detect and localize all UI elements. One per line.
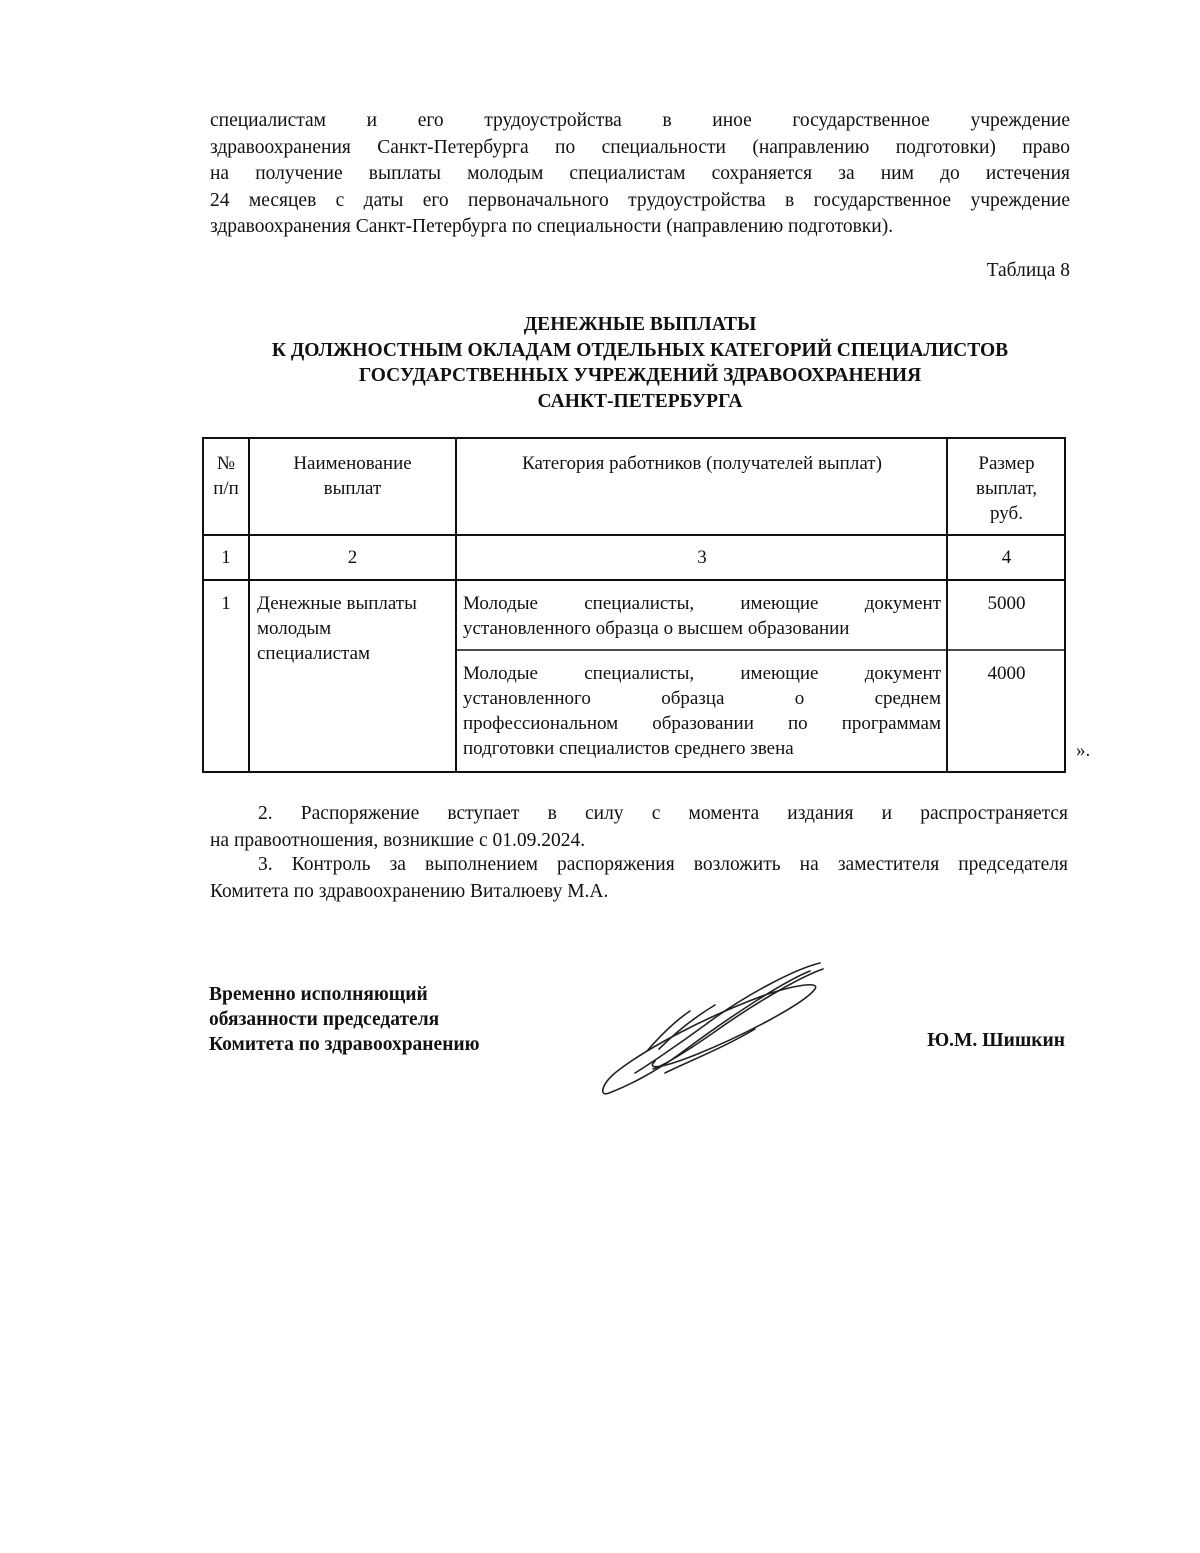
- table-number: Таблица 8: [986, 260, 1070, 281]
- col-number-1: 1: [221, 547, 231, 568]
- header-amount: [948, 451, 1065, 526]
- paragraph-line: на правоотношения, возникшие с 01.09.2024.: [210, 830, 586, 851]
- header-category: Категория работников (получателей выплат): [522, 453, 882, 474]
- row-payment-name-line: молодым: [257, 618, 332, 639]
- signatory-position-line: обязанности председателя: [209, 1009, 440, 1030]
- row-amount-higher: 5000: [987, 593, 1026, 614]
- category-line: Молодые специалисты, имеющие документ: [463, 593, 941, 614]
- row-payment-name-line: Денежные выплаты: [257, 593, 417, 614]
- row-amount-secondary: 4000: [987, 663, 1026, 684]
- category-line: подготовки специалистов среднего звена: [463, 738, 794, 759]
- intro-line: 24 месяцев с даты его первоначального трудоустройства в государственное учреждение: [210, 189, 1070, 211]
- intro-line: специалистам и его трудоустройства в иное государственное учреждение: [210, 110, 1070, 131]
- table-title: [140, 312, 1140, 414]
- table-title-line: К ДОЛЖНОСТНЫМ ОКЛАДАМ ОТДЕЛЬНЫХ КАТЕГОРИЙ СПЕЦИАЛИСТОВ: [271, 339, 1009, 361]
- header-name: [250, 451, 455, 501]
- header-amount-line: Размер: [978, 453, 1035, 474]
- header-num-line: п/п: [213, 478, 239, 499]
- paragraph-2: [210, 800, 1068, 854]
- row-payment-name: [257, 591, 452, 666]
- col-number-4: 4: [1001, 547, 1012, 568]
- table-title-line: ГОСУДАРСТВЕННЫХ УЧРЕЖДЕНИЙ ЗДРАВООХРАНЕНИЯ: [358, 365, 922, 386]
- row-num: 1: [221, 593, 231, 614]
- intro-line: здравоохранения Санкт-Петербурга по специальности (направлению подготовки) право: [210, 136, 1070, 158]
- col-number-3: 3: [697, 547, 707, 568]
- paragraph-line: 3. Контроль за выполнением распоряжения возложить на заместителя председателя: [258, 854, 1068, 875]
- closing-quote: ».: [1076, 740, 1091, 761]
- intro-line: здравоохранения Санкт-Петербурга по специальности (направлению подготовки).: [210, 216, 894, 237]
- col-number-2: 2: [347, 547, 358, 568]
- category-line: установленного образца о среднем: [463, 688, 941, 709]
- signatory-position-line: Комитета по здравоохранению: [209, 1034, 480, 1055]
- category-line: профессиональном образовании по программам: [463, 713, 941, 734]
- header-name-line: Наименование: [293, 453, 412, 474]
- header-amount-line: руб.: [990, 503, 1023, 524]
- header-name-line: выплат: [323, 478, 382, 499]
- signatory-position-line: Временно исполняющий: [209, 984, 428, 1005]
- paragraph-line: Комитета по здравоохранению Виталюеву М.А.: [210, 881, 609, 902]
- intro-paragraph: [210, 108, 1070, 241]
- header-num-line: №: [216, 453, 236, 474]
- signatory-position: [209, 982, 629, 1057]
- table-title-line: ДЕНЕЖНЫЕ ВЫПЛАТЫ: [523, 314, 757, 335]
- paragraph-3: [210, 851, 1068, 905]
- row-category-secondary: [463, 661, 941, 761]
- table-title-line: САНКТ-ПЕТЕРБУРГА: [537, 390, 743, 412]
- header-num: [204, 451, 248, 501]
- category-line: Молодые специалисты, имеющие документ: [463, 663, 941, 684]
- payments-table: [202, 437, 1066, 773]
- handwritten-signature: [595, 955, 835, 1105]
- paragraph-line: 2. Распоряжение вступает в силу с момента издания и распространяется: [258, 803, 1068, 824]
- header-amount-line: выплат,: [976, 478, 1037, 499]
- row-category-higher: [463, 591, 941, 641]
- signatory-name: Ю.М. Шишкин: [927, 1030, 1065, 1051]
- category-line: установленного образца о высшем образовании: [463, 618, 850, 639]
- intro-line: на получение выплаты молодым специалистам сохраняется за ним до истечения: [210, 163, 1070, 184]
- row-payment-name-line: специалистам: [257, 643, 371, 664]
